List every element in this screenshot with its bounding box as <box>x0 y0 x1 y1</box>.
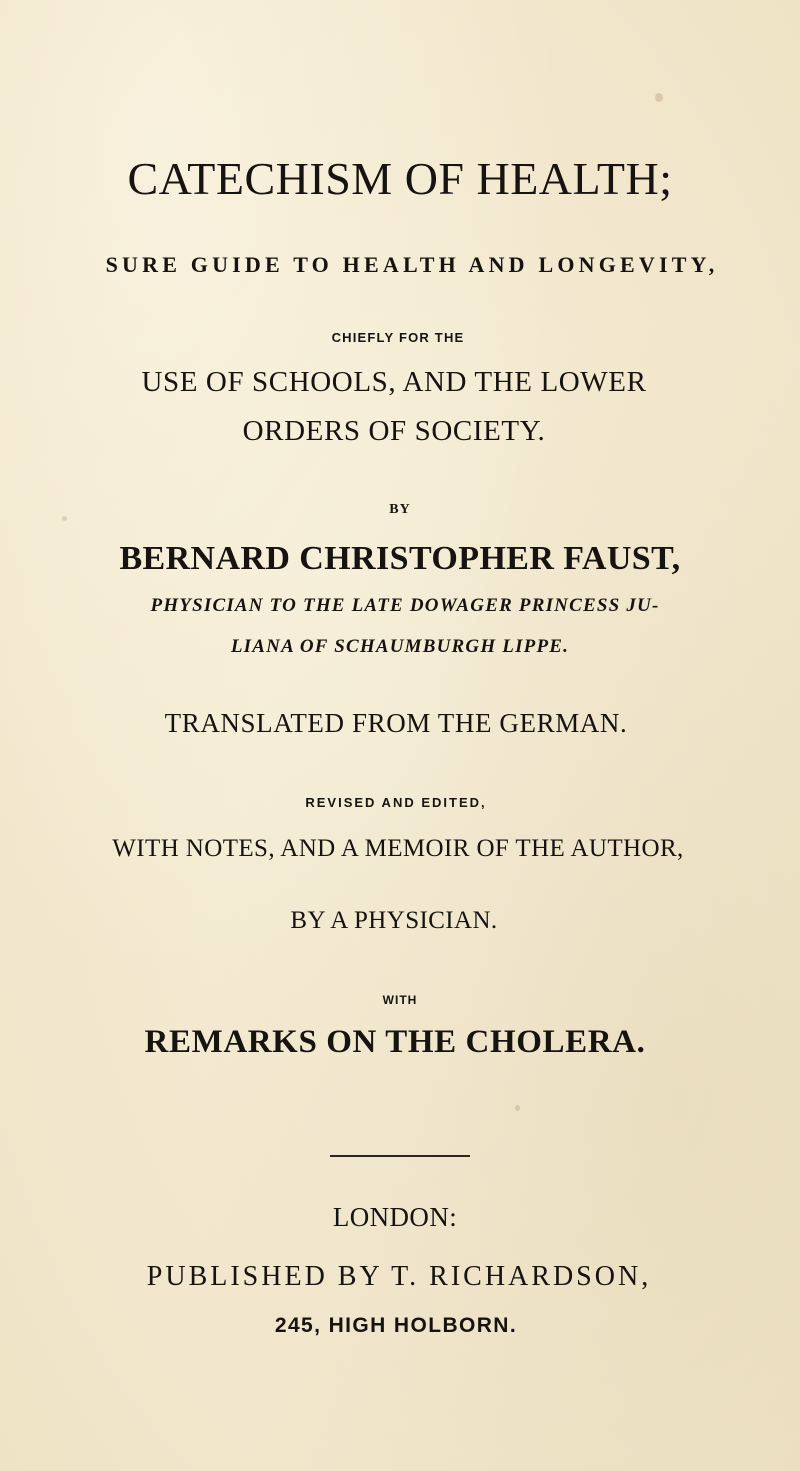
imprint-address: 245, HIGH HOLBORN. <box>274 1314 518 1337</box>
audience-line-2: ORDERS OF SOCIETY. <box>242 415 546 447</box>
with-label: WITH <box>382 993 418 1007</box>
imprint-publisher: PUBLISHED BY T. RICHARDSON, <box>146 1261 652 1292</box>
translation-note: TRANSLATED FROM THE GERMAN. <box>164 708 628 738</box>
divider-rule <box>330 1155 470 1157</box>
remarks-on-cholera: REMARKS ON THE CHOLERA. <box>144 1024 646 1060</box>
imprint-city: LONDON: <box>332 1202 458 1232</box>
by-a-physician: BY A PHYSICIAN. <box>290 907 498 934</box>
foxing-spot <box>515 1105 520 1111</box>
author-title-line-2: LIANA OF SCHAUMBURGH LIPPE. <box>230 636 570 657</box>
audience-line-1: USE OF SCHOOLS, AND THE LOWER <box>141 366 647 398</box>
book-subtitle: SURE GUIDE TO HEALTH AND LONGEVITY, <box>105 252 719 277</box>
foxing-spot <box>655 93 663 102</box>
by-label: BY <box>389 502 411 517</box>
notes-memoir: WITH NOTES, AND A MEMOIR OF THE AUTHOR, <box>112 835 684 862</box>
book-title: CATECHISM OF HEALTH; <box>127 153 673 204</box>
author-title-line-1: PHYSICIAN TO THE LATE DOWAGER PRINCESS JU- <box>150 595 660 616</box>
author-name: BERNARD CHRISTOPHER FAUST, <box>119 540 681 577</box>
chiefly-for-the: CHIEFLY FOR THE <box>331 330 465 345</box>
revised-edited: REVISED AND EDITED, <box>305 795 487 810</box>
